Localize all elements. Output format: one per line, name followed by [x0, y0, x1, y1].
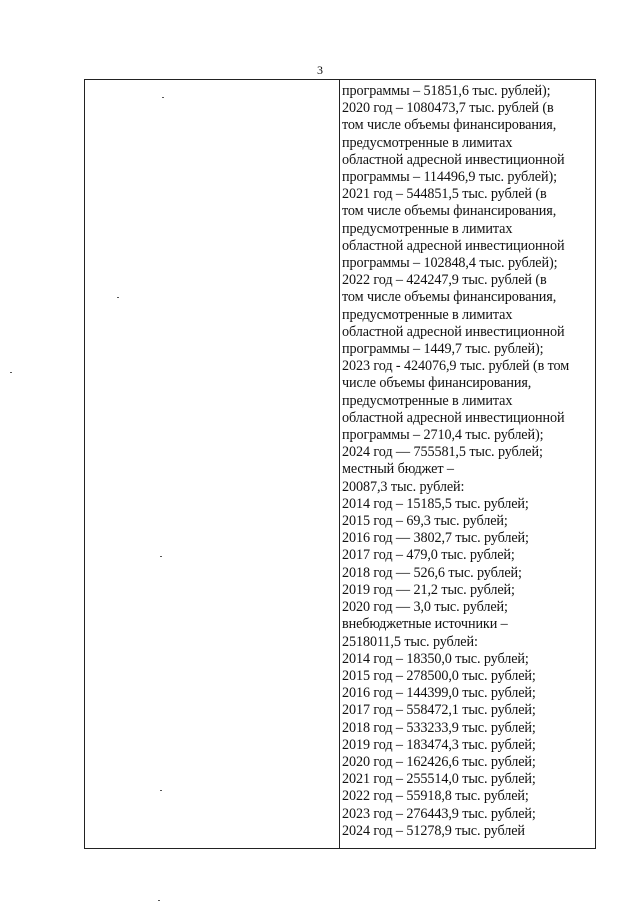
- funding-line: числе объемы финансирования,: [342, 375, 532, 392]
- funding-line: 2017 год – 558472,1 тыс. рублей;: [342, 702, 536, 719]
- funding-line: 2518011,5 тыс. рублей:: [342, 633, 478, 650]
- funding-line: том числе объемы финансирования,: [342, 289, 557, 306]
- funding-line: 2023 год – 276443,9 тыс. рублей;: [342, 805, 536, 822]
- funding-line: 2016 год — 3802,7 тыс. рублей;: [342, 530, 529, 547]
- funding-line: областной адресной инвестиционной: [342, 323, 565, 340]
- funding-line: местный бюджет –: [342, 461, 454, 478]
- funding-line: 2020 год — 3,0 тыс. рублей;: [342, 599, 508, 616]
- funding-line: 2018 год – 533233,9 тыс. рублей;: [342, 719, 536, 736]
- scan-speck: [162, 97, 164, 98]
- funding-line: 2020 год – 162426,6 тыс. рублей;: [342, 753, 536, 770]
- funding-line: 2019 год — 21,2 тыс. рублей;: [342, 581, 515, 598]
- funding-line: предусмотренные в лимитах: [342, 306, 513, 323]
- funding-line: областной адресной инвестиционной: [342, 151, 565, 168]
- funding-line: программы – 2710,4 тыс. рублей);: [342, 427, 544, 444]
- page-number: 3: [317, 63, 323, 77]
- funding-line: том числе объемы финансирования,: [342, 203, 557, 220]
- funding-line: 2024 год — 755581,5 тыс. рублей;: [342, 444, 543, 461]
- funding-line: 2020 год – 1080473,7 тыс. рублей (в: [342, 100, 554, 117]
- scan-speck: [160, 556, 162, 557]
- funding-line: предусмотренные в лимитах: [342, 134, 513, 151]
- funding-table: [84, 79, 596, 849]
- funding-line: 2014 год – 15185,5 тыс. рублей;: [342, 495, 529, 512]
- funding-line: внебюджетные источники –: [342, 616, 508, 633]
- funding-line: предусмотренные в лимитах: [342, 220, 513, 237]
- funding-line: 2024 год – 51278,9 тыс. рублей: [342, 822, 525, 839]
- scan-speck: [160, 790, 162, 791]
- funding-line: 2015 год – 69,3 тыс. рублей;: [342, 513, 508, 530]
- funding-line: 2016 год – 144399,0 тыс. рублей;: [342, 685, 536, 702]
- funding-details-column: [342, 83, 592, 840]
- funding-line: 2018 год — 526,6 тыс. рублей;: [342, 564, 522, 581]
- funding-line: 2017 год – 479,0 тыс. рублей;: [342, 547, 515, 564]
- funding-line: программы – 51851,6 тыс. рублей);: [342, 83, 551, 99]
- scan-speck: [10, 372, 12, 373]
- funding-line: 2014 год – 18350,0 тыс. рублей;: [342, 650, 529, 667]
- scan-speck: [158, 900, 160, 901]
- funding-line: 2022 год – 424247,9 тыс. рублей (в: [342, 272, 547, 289]
- funding-line: программы – 1449,7 тыс. рублей);: [342, 341, 544, 358]
- funding-line: 2019 год – 183474,3 тыс. рублей;: [342, 736, 536, 753]
- funding-line: 2022 год – 55918,8 тыс. рублей;: [342, 788, 529, 805]
- funding-line: предусмотренные в лимитах: [342, 392, 513, 409]
- scan-speck: [117, 297, 119, 298]
- funding-line: 20087,3 тыс. рублей:: [342, 478, 465, 495]
- funding-line: программы – 102848,4 тыс. рублей);: [342, 255, 558, 272]
- funding-line: 2015 год – 278500,0 тыс. рублей;: [342, 667, 536, 684]
- funding-line: 2021 год – 255514,0 тыс. рублей;: [342, 771, 536, 788]
- funding-line: программы – 114496,9 тыс. рублей);: [342, 169, 557, 186]
- funding-line: 2023 год - 424076,9 тыс. рублей (в том: [342, 358, 570, 375]
- funding-line: областной адресной инвестиционной: [342, 409, 565, 426]
- funding-line: том числе объемы финансирования,: [342, 117, 557, 134]
- funding-line: областной адресной инвестиционной: [342, 237, 565, 254]
- funding-line: 2021 год – 544851,5 тыс. рублей (в: [342, 186, 547, 203]
- column-divider: [339, 80, 340, 848]
